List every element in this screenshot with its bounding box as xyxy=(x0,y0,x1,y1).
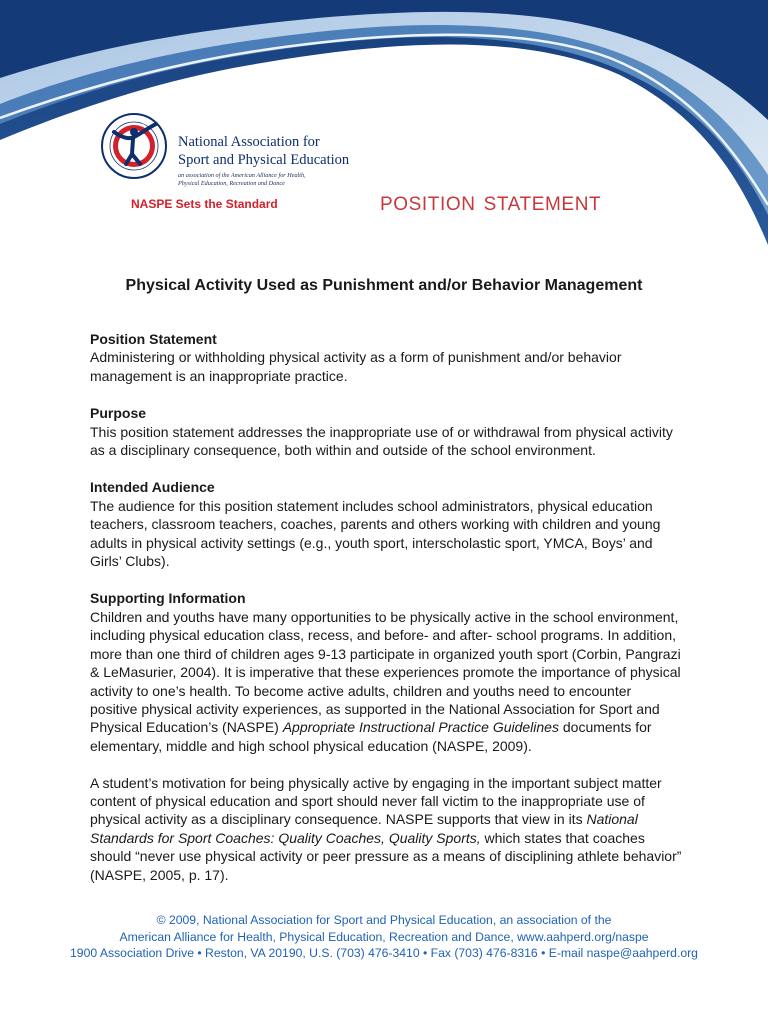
document-title: Physical Activity Used as Punishment and/or Behavior Management xyxy=(125,277,643,294)
text-line: activity to one’s health. To become active adults, children and youths need to encounter xyxy=(90,682,632,699)
standards-title-part2: Standards for Sport Coaches: Quality Coaches, Quality Sports, xyxy=(90,829,481,846)
org-affiliation-line1: an association of the American Alliance for Health, xyxy=(178,172,306,179)
document-body xyxy=(90,330,710,903)
footer-contact[interactable]: 1900 Association Drive • Reston, VA 20190, U.S. (703) 476-3410 • Fax (703) 476-8316 • E-mail naspe@aahperd.org xyxy=(70,946,698,960)
section-heading: Supporting Information xyxy=(90,590,246,607)
label-word-1: POSITION xyxy=(380,194,476,215)
guidelines-title: Appropriate Instructional Practice Guidelines xyxy=(282,719,559,736)
standards-title-part1: National xyxy=(586,811,638,828)
text-line: more than one third of children ages 9-13 participate in organized youth sport (Corbin, Pangrazi xyxy=(90,645,681,662)
text-line xyxy=(90,810,710,828)
text-line: content of physical education and sport should never fall victim to the inappropriate use of xyxy=(90,792,645,809)
footer-copyright: © 2009, National Association for Sport and Physical Education, an association of the xyxy=(156,913,612,927)
text-line: Children and youths have many opportunities to be physically active in the school environment, xyxy=(90,608,679,625)
text-line: adults in physical activity settings (e.g., youth sport, interscholastic sport, YMCA, Boys’ and xyxy=(90,534,653,551)
section-text xyxy=(90,348,710,385)
position-statement-label xyxy=(380,194,601,216)
text-line xyxy=(90,718,710,736)
naspe-logo xyxy=(100,112,168,180)
org-affiliation xyxy=(178,172,306,188)
text-line: Girls’ Clubs). xyxy=(90,553,170,570)
text-line: & LeMasurier, 2004). It is imperative that these experiences promote the importance of physical xyxy=(90,664,681,681)
footer xyxy=(0,912,768,962)
text-line: elementary, middle and high school physical education (NASPE, 2009). xyxy=(90,737,532,754)
text-line: The audience for this position statement includes school administrators, physical education xyxy=(90,497,653,514)
text-run: documents for xyxy=(558,719,652,736)
text-line: as a disciplinary consequence, both within and outside of the school environment. xyxy=(90,442,596,459)
supporting-paragraph-2 xyxy=(90,774,710,884)
text-run: which states that coaches xyxy=(480,829,645,846)
supporting-paragraph-1 xyxy=(90,608,710,755)
section-position-statement xyxy=(90,330,710,385)
text-run: physical activity as a disciplinary consequence. NASPE supports that view in its xyxy=(90,811,587,828)
text-line: teachers, classroom teachers, coaches, parents and others working with children and young xyxy=(90,516,661,533)
text-line: A student’s motivation for being physically active by engaging in the important subject matter xyxy=(90,774,662,791)
section-heading: Position Statement xyxy=(90,331,217,347)
text-line xyxy=(90,829,710,847)
text-line: This position statement addresses the inappropriate use of or withdrawal from physical activity xyxy=(90,423,673,440)
text-line: positive physical activity experiences, as supported in the National Association for Sport and xyxy=(90,700,660,717)
text-run: Physical Education’s (NASPE) xyxy=(90,719,283,736)
org-name-line2: Sport and Physical Education xyxy=(178,152,350,168)
text-line: should “never use physical activity or peer pressure as a means of disciplining athlete behavior” xyxy=(90,848,682,865)
text-line: Administering or withholding physical activity as a form of punishment and/or behavior xyxy=(90,349,622,366)
text-line: (NASPE, 2005, p. 17). xyxy=(90,866,229,883)
section-supporting-information xyxy=(90,589,710,883)
text-line: including physical education class, recess, and before- and after- school programs. In addition, xyxy=(90,627,676,644)
section-purpose xyxy=(90,404,710,459)
section-heading: Purpose xyxy=(90,405,147,422)
org-name-line1: National Association for xyxy=(178,134,320,150)
footer-alliance-link[interactable]: American Alliance for Health, Physical Education, Recreation and Dance, www.aahperd.org/naspe xyxy=(119,929,649,944)
section-heading: Intended Audience xyxy=(90,479,215,496)
section-text xyxy=(90,497,710,571)
label-word-2: STATEMENT xyxy=(483,194,602,215)
org-affiliation-line2: Physical Education, Recreation and Dance xyxy=(178,180,285,187)
text-line: management is an inappropriate practice. xyxy=(90,367,348,384)
section-text xyxy=(90,423,710,460)
org-name xyxy=(178,133,349,169)
tagline: NASPE Sets the Standard xyxy=(131,197,278,211)
section-intended-audience xyxy=(90,478,710,570)
